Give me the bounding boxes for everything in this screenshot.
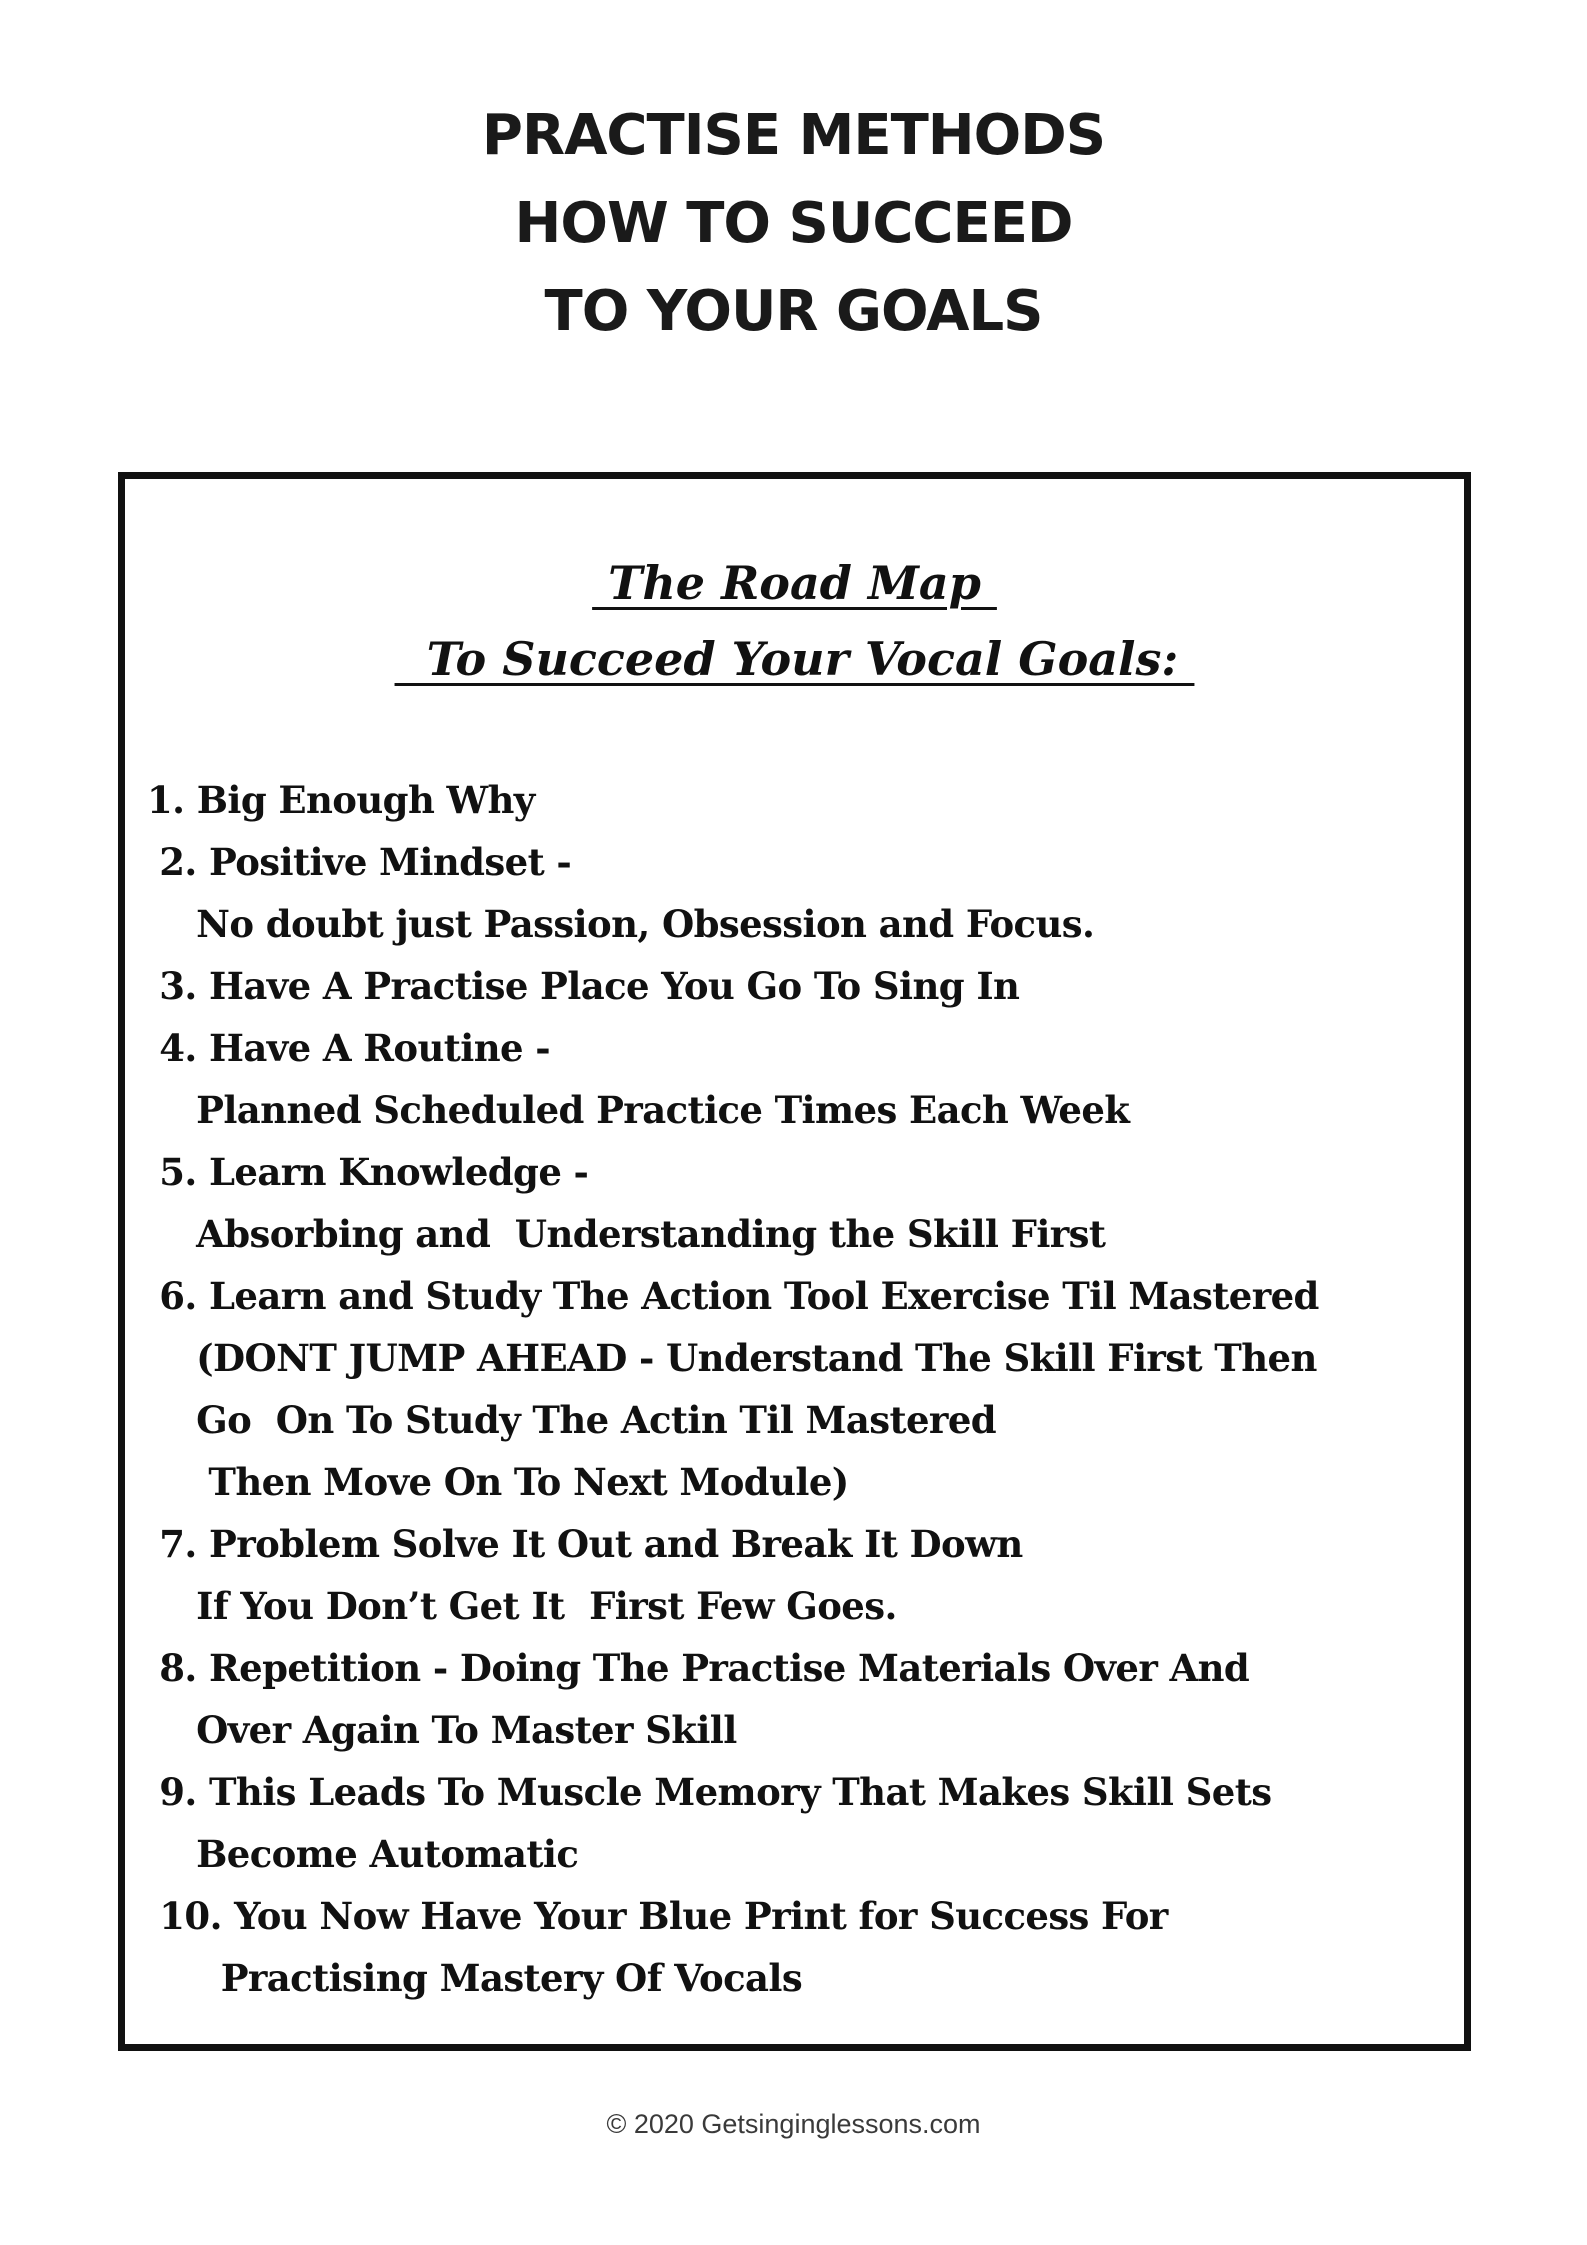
copyright-footer: © 2020 Getsinginglessons.com — [606, 2109, 981, 2139]
list-line: 1. Big Enough Why — [147, 778, 535, 822]
list-line: 4. Have A Routine - — [147, 1026, 550, 1070]
list-line: If You Don’t Get It First Few Goes. — [147, 1584, 897, 1628]
list-line: 8. Repetition - Doing The Practise Materials Over And — [147, 1646, 1250, 1690]
list-line: 3. Have A Practise Place You Go To Sing In — [147, 964, 1020, 1008]
list-line: Absorbing and Understanding the Skill First — [147, 1212, 1106, 1256]
page-title-line-1: PRACTISE METHODS — [481, 103, 1106, 168]
list-line: No doubt just Passion, Obsession and Focus. — [147, 902, 1095, 946]
list-line: Over Again To Master Skill — [147, 1708, 737, 1752]
roadmap-title — [125, 545, 1464, 697]
list-line: 5. Learn Knowledge - — [147, 1150, 589, 1194]
roadmap-list — [147, 769, 1457, 2009]
list-line: 6. Learn and Study The Action Tool Exercise Til Mastered — [147, 1274, 1319, 1318]
list-line: 2. Positive Mindset - — [147, 840, 572, 884]
roadmap-title-line-2: To Succeed Your Vocal Goals: — [394, 632, 1195, 686]
roadmap-title-line-1: The Road Map — [592, 556, 997, 610]
list-line: 9. This Leads To Muscle Memory That Makes Skill Sets — [147, 1770, 1272, 1814]
page-title-line-3: TO YOUR GOALS — [544, 279, 1043, 344]
list-line: Practising Mastery Of Vocals — [147, 1956, 803, 2000]
list-line: Become Automatic — [147, 1832, 579, 1876]
page-title-line-2: HOW TO SUCCEED — [514, 191, 1073, 256]
list-line: (DONT JUMP AHEAD - Understand The Skill First Then — [147, 1336, 1317, 1380]
roadmap-box — [118, 472, 1471, 2051]
list-line: 7. Problem Solve It Out and Break It Down — [147, 1522, 1023, 1566]
list-line: 10. You Now Have Your Blue Print for Success For — [147, 1894, 1168, 1938]
list-line: Planned Scheduled Practice Times Each Week — [147, 1088, 1130, 1132]
list-line: Then Move On To Next Module) — [147, 1460, 849, 1504]
list-line: Go On To Study The Actin Til Mastered — [147, 1398, 997, 1442]
page-title — [0, 92, 1587, 356]
